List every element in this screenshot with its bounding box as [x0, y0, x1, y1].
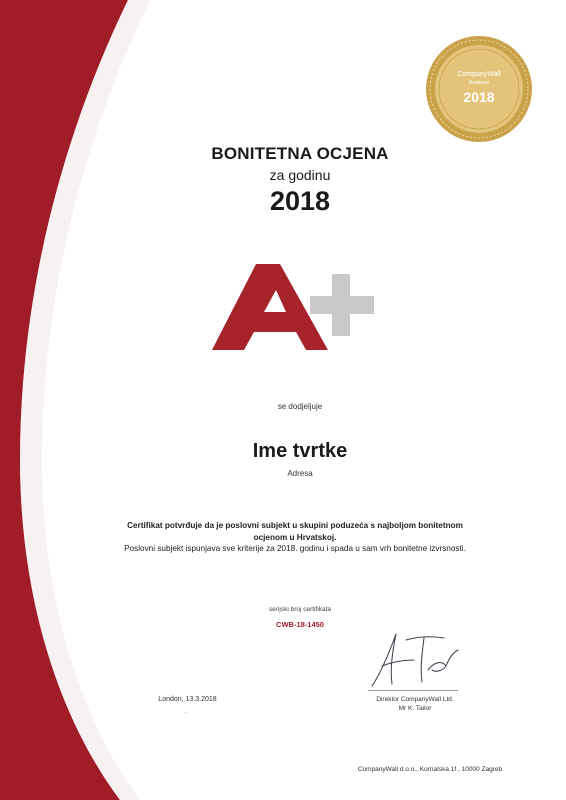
- place-date-dot: .: [185, 708, 187, 715]
- serial-number-label: serijski broj certifikata: [268, 606, 332, 613]
- certificate-subtitle: za godinu: [269, 167, 331, 183]
- certificate-title: BONITETNA OCJENA: [211, 144, 389, 163]
- seal-sub-text: Business: [468, 80, 490, 86]
- serial-number: CWB-18-1450: [276, 620, 324, 629]
- grade-a-plus-logo: [210, 262, 380, 352]
- company-name: Ime tvrtke: [252, 440, 348, 462]
- seal-year-text: 2018: [463, 89, 495, 105]
- statement-line-2: ocjenom u Hrvatskoj.: [253, 532, 337, 542]
- footer-address: CompanyWall d.o.o., Kornatska 1f , 10000 Zagreb: [357, 766, 503, 773]
- statement-line-3: Poslovni subjekt ispunjava sve kriterije za 2018. godinu i spada u sam vrh bonitetne izvrsnosti.: [124, 544, 466, 553]
- signer-title: Direktor CompanyWall Ltd.: [376, 696, 454, 703]
- grade-plus-sign: [310, 274, 374, 336]
- statement-line-1: Certifikat potvrđuje da je poslovni subjekt u skupini poduzeća s najboljom bonitetnom: [127, 521, 463, 530]
- signature-line: [368, 690, 458, 691]
- director-signature: [362, 626, 462, 692]
- seal-brand-text: CompanyWall: [457, 71, 501, 78]
- awarded-text: se dodjeljuje: [277, 402, 323, 411]
- company-address: Adresa: [287, 469, 313, 478]
- certificate-statement: [90, 520, 500, 555]
- place-and-date: London, 13.3.2018: [158, 696, 217, 703]
- gold-seal-badge: [424, 34, 534, 144]
- signer-name: Mr K. Tailor: [398, 705, 432, 712]
- certificate-year: 2018: [269, 186, 331, 216]
